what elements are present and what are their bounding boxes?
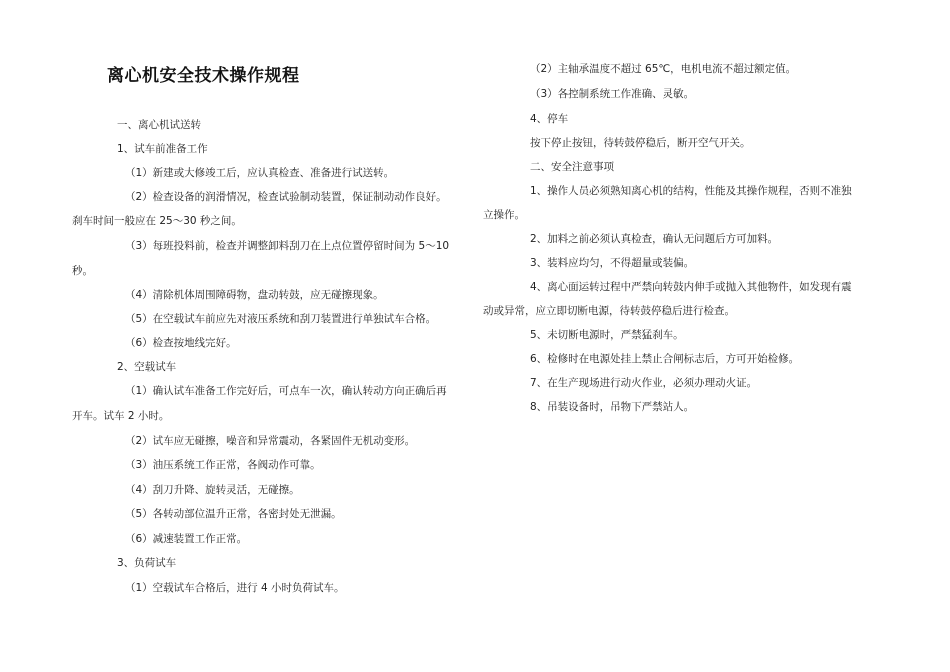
document-title: 离心机安全技术操作规程: [107, 66, 300, 86]
paragraph-line: （2）试车应无碰擦，噪音和异常震动，各紧固件无机动变形。: [125, 435, 416, 447]
paragraph-line: （6）减速装置工作正常。: [125, 533, 248, 545]
paragraph-line: 秒。: [72, 265, 93, 277]
paragraph-line: 6、检修时在电源处挂上禁止合闸标志后，方可开始检修。: [530, 353, 800, 365]
section-heading: 二、安全注意事项: [530, 161, 614, 173]
paragraph-line: （4）清除机体周围障碍物，盘动转鼓，应无碰擦现象。: [125, 289, 384, 301]
paragraph-line: （2）检查设备的润滑情况，检查试验制动装置，保证制动动作良好。: [125, 191, 447, 203]
paragraph-line: （6）检查按地线完好。: [125, 337, 237, 349]
paragraph-line: 3、装料应均匀，不得超量或装偏。: [530, 257, 695, 269]
section-heading: 一、离心机试送转: [117, 119, 201, 131]
subsection-heading: 3、负荷试车: [117, 557, 177, 569]
paragraph-line: （3）每班投料前，检查并调整卸料刮刀在上点位置停留时间为 5～10: [125, 240, 450, 252]
paragraph-line: （1）新建或大修竣工后，应认真检查、准备进行试送转。: [125, 167, 395, 179]
paragraph-line: （5）在空载试车前应先对液压系统和刮刀装置进行单独试车合格。: [125, 313, 437, 325]
paragraph-line: 动或异常，应立即切断电源，待转鼓停稳后进行检查。: [483, 305, 735, 317]
paragraph-line: 2、加料之前必须认真检查，确认无问题后方可加料。: [530, 233, 779, 245]
paragraph-line: 5、未切断电源时，严禁猛刹车。: [530, 329, 684, 341]
paragraph-line: 刹车时间一般应在 25～30 秒之间。: [72, 215, 242, 227]
paragraph-line: （2）主轴承温度不超过 65℃，电机电流不超过额定值。: [530, 63, 797, 75]
paragraph-line: 1、操作人员必须熟知离心机的结构，性能及其操作规程，否则不准独: [530, 185, 852, 197]
paragraph-line: （3）各控制系统工作准确、灵敏。: [530, 88, 695, 100]
paragraph-line: （5）各转动部位温升正常，各密封处无泄漏。: [125, 508, 342, 520]
paragraph-line: （3）油压系统工作正常，各阀动作可靠。: [125, 459, 321, 471]
paragraph-line: 4、离心面运转过程中严禁向转鼓内伸手或抛入其他物件，如发现有震: [530, 281, 852, 293]
paragraph-line: 立操作。: [483, 209, 525, 221]
subsection-heading: 4、停车: [530, 113, 569, 125]
paragraph-line: 按下停止按钮，待转鼓停稳后，断开空气开关。: [530, 137, 751, 149]
paragraph-line: （4）刮刀升降、旋转灵活，无碰擦。: [125, 484, 300, 496]
paragraph-line: 开车。试车 2 小时。: [72, 410, 170, 422]
paragraph-line: （1）空载试车合格后，进行 4 小时负荷试车。: [125, 582, 345, 594]
paragraph-line: 8、吊装设备时，吊物下严禁站人。: [530, 401, 695, 413]
subsection-heading: 2、空载试车: [117, 361, 177, 373]
paragraph-line: 7、在生产现场进行动火作业，必须办理动火证。: [530, 377, 758, 389]
paragraph-line: （1）确认试车准备工作完好后，可点车一次，确认转动方向正确后再: [125, 385, 447, 397]
subsection-heading: 1、试车前准备工作: [117, 143, 208, 155]
